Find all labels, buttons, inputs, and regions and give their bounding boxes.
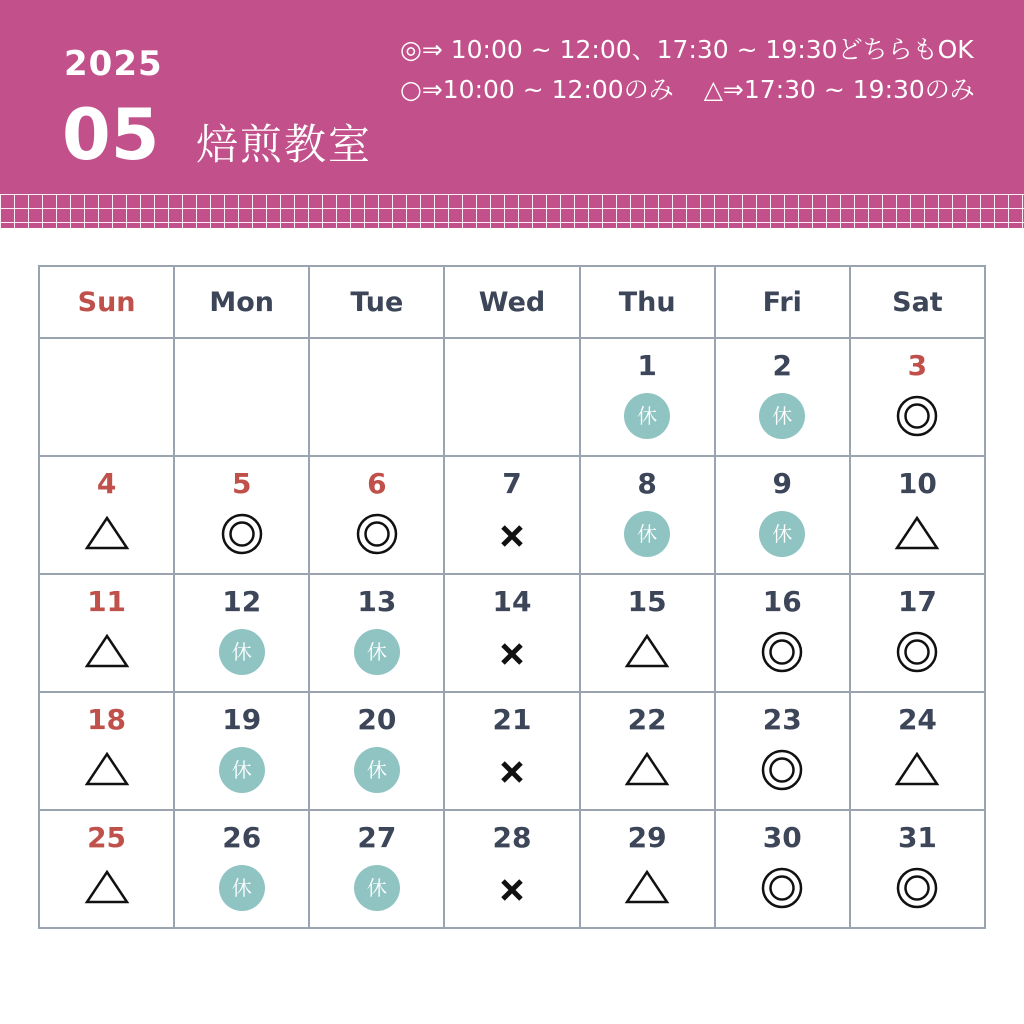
day-number: 18 [87, 703, 127, 736]
day-number: 11 [87, 585, 127, 618]
day-number: 23 [762, 703, 802, 736]
weekday-header-wed: Wed [444, 266, 579, 338]
legend [400, 30, 975, 110]
day-number: 26 [222, 821, 262, 854]
calendar-day-cell [174, 810, 309, 928]
day-number: 10 [897, 467, 937, 500]
availability-mark [581, 629, 714, 679]
cross-icon [489, 629, 535, 675]
triangle-icon [624, 747, 670, 793]
weekday-header-fri: Fri [715, 266, 850, 338]
availability-mark [175, 511, 308, 561]
calendar-day-cell [715, 456, 850, 574]
calendar-day-cell [444, 692, 579, 810]
calendar-day-cell [174, 338, 309, 456]
day-number: 13 [357, 585, 397, 618]
calendar-week-row [39, 456, 985, 574]
calendar-day-cell [174, 692, 309, 810]
calendar-day-cell [715, 692, 850, 810]
cross-icon [489, 747, 535, 793]
header-banner [0, 0, 1024, 228]
closed-badge: 休 [624, 511, 670, 557]
day-number: 24 [897, 703, 937, 736]
day-number: 15 [627, 585, 667, 618]
day-number: 7 [502, 467, 522, 500]
triangle-icon [894, 511, 940, 557]
legend-evening-only: △⇒17:30 ~ 19:30のみ [703, 75, 975, 104]
closed-badge: 休 [354, 747, 400, 793]
availability-mark [175, 629, 308, 679]
triangle-icon [84, 865, 130, 911]
calendar-day-cell [39, 574, 174, 692]
day-number: 22 [627, 703, 667, 736]
day-number: 6 [367, 467, 387, 500]
availability-mark [716, 393, 849, 443]
weekday-header-tue: Tue [309, 266, 444, 338]
cross-icon [489, 865, 535, 911]
calendar-day-cell [850, 810, 985, 928]
availability-mark [851, 511, 984, 561]
day-number: 31 [897, 821, 937, 854]
calendar-day-cell [580, 810, 715, 928]
calendar-day-cell [715, 338, 850, 456]
calendar-day-cell [850, 456, 985, 574]
triangle-icon [84, 629, 130, 675]
day-number: 30 [762, 821, 802, 854]
double-circle-icon [759, 747, 805, 793]
cross-icon [489, 511, 535, 557]
availability-mark [40, 629, 173, 679]
day-number: 1 [637, 349, 657, 382]
availability-mark [175, 747, 308, 797]
availability-mark [310, 747, 443, 797]
calendar-day-cell [850, 338, 985, 456]
closed-badge: 休 [759, 511, 805, 557]
year-label: 2025 [64, 44, 163, 84]
calendar-day-cell [309, 810, 444, 928]
day-number: 27 [357, 821, 397, 854]
day-number: 16 [762, 585, 802, 618]
availability-mark [581, 747, 714, 797]
closed-badge: 休 [219, 865, 265, 911]
weekday-header-thu: Thu [580, 266, 715, 338]
calendar-day-cell [309, 692, 444, 810]
calendar-day-cell [444, 810, 579, 928]
day-number: 29 [627, 821, 667, 854]
double-circle-icon [354, 511, 400, 557]
weekday-header-sun: Sun [39, 266, 174, 338]
triangle-icon [84, 747, 130, 793]
availability-mark [716, 511, 849, 561]
calendar-week-row [39, 810, 985, 928]
legend-line-partial [400, 70, 975, 110]
day-number: 4 [96, 467, 117, 500]
triangle-icon [894, 747, 940, 793]
calendar-day-cell [444, 456, 579, 574]
day-number [445, 349, 578, 383]
availability-mark [445, 511, 578, 561]
closed-badge: 休 [219, 629, 265, 675]
calendar-day-cell [39, 456, 174, 574]
double-circle-icon [219, 511, 265, 557]
page-title: 焙煎教室 [196, 120, 373, 169]
calendar-grid [38, 265, 986, 929]
triangle-icon [84, 511, 130, 557]
day-number: 19 [222, 703, 262, 736]
closed-badge: 休 [219, 747, 265, 793]
month-label: 05 [62, 94, 160, 176]
calendar-day-cell [309, 456, 444, 574]
triangle-icon [624, 865, 670, 911]
availability-mark [40, 747, 173, 797]
triangle-icon [624, 629, 670, 675]
availability-mark [310, 511, 443, 561]
day-number: 28 [492, 821, 532, 854]
weekday-header-mon: Mon [174, 266, 309, 338]
double-circle-icon [759, 865, 805, 911]
calendar-week-row [39, 338, 985, 456]
availability-mark [310, 865, 443, 915]
calendar-week-row [39, 692, 985, 810]
double-circle-icon [759, 629, 805, 675]
decorative-grid-strip [0, 194, 1024, 228]
calendar-day-cell [580, 456, 715, 574]
calendar-day-cell [39, 810, 174, 928]
availability-mark [445, 629, 578, 679]
day-number: 2 [772, 349, 793, 382]
calendar-day-cell [580, 692, 715, 810]
calendar-body [39, 338, 985, 928]
calendar-day-cell [174, 456, 309, 574]
availability-mark [581, 393, 714, 443]
day-number [310, 349, 443, 383]
availability-mark [716, 629, 849, 679]
availability-mark [445, 747, 578, 797]
day-number: 9 [772, 467, 793, 500]
day-number: 12 [222, 585, 262, 618]
day-number: 21 [492, 703, 532, 736]
day-number: 14 [492, 585, 532, 618]
double-circle-icon [894, 865, 940, 911]
closed-badge: 休 [624, 393, 670, 439]
availability-mark [445, 865, 578, 915]
availability-mark [716, 865, 849, 915]
closed-badge: 休 [759, 393, 805, 439]
closed-badge: 休 [354, 629, 400, 675]
day-number [175, 349, 308, 383]
calendar-day-cell [444, 574, 579, 692]
calendar-day-cell [444, 338, 579, 456]
availability-mark [851, 747, 984, 797]
availability-mark [581, 865, 714, 915]
day-number: 20 [357, 703, 397, 736]
day-number: 5 [231, 467, 252, 500]
day-number [40, 349, 173, 383]
availability-mark [40, 865, 173, 915]
day-number: 25 [87, 821, 127, 854]
calendar-day-cell [309, 338, 444, 456]
calendar-day-cell [309, 574, 444, 692]
calendar-day-cell [39, 692, 174, 810]
double-circle-icon [894, 629, 940, 675]
availability-mark [851, 865, 984, 915]
calendar-day-cell [174, 574, 309, 692]
calendar-day-cell [580, 574, 715, 692]
calendar-day-cell [850, 692, 985, 810]
day-number: 8 [637, 467, 657, 500]
legend-morning-only: ○⇒10:00 ~ 12:00のみ [400, 75, 674, 104]
double-circle-icon [894, 393, 940, 439]
availability-mark [40, 511, 173, 561]
calendar-day-cell [850, 574, 985, 692]
day-number: 17 [897, 585, 937, 618]
calendar-day-cell [715, 810, 850, 928]
availability-mark [851, 393, 984, 443]
calendar-week-row [39, 574, 985, 692]
calendar-day-cell [580, 338, 715, 456]
availability-mark [716, 747, 849, 797]
calendar-day-cell [715, 574, 850, 692]
availability-mark [851, 629, 984, 679]
availability-mark [310, 629, 443, 679]
legend-line-both: ◎⇒ 10:00 ~ 12:00、17:30 ~ 19:30どちらもOK [400, 35, 974, 64]
closed-badge: 休 [354, 865, 400, 911]
day-number: 3 [907, 349, 928, 382]
weekday-header-row [39, 266, 985, 338]
calendar-day-cell [39, 338, 174, 456]
availability-mark [581, 511, 714, 561]
weekday-header-sat: Sat [850, 266, 985, 338]
availability-mark [175, 865, 308, 915]
